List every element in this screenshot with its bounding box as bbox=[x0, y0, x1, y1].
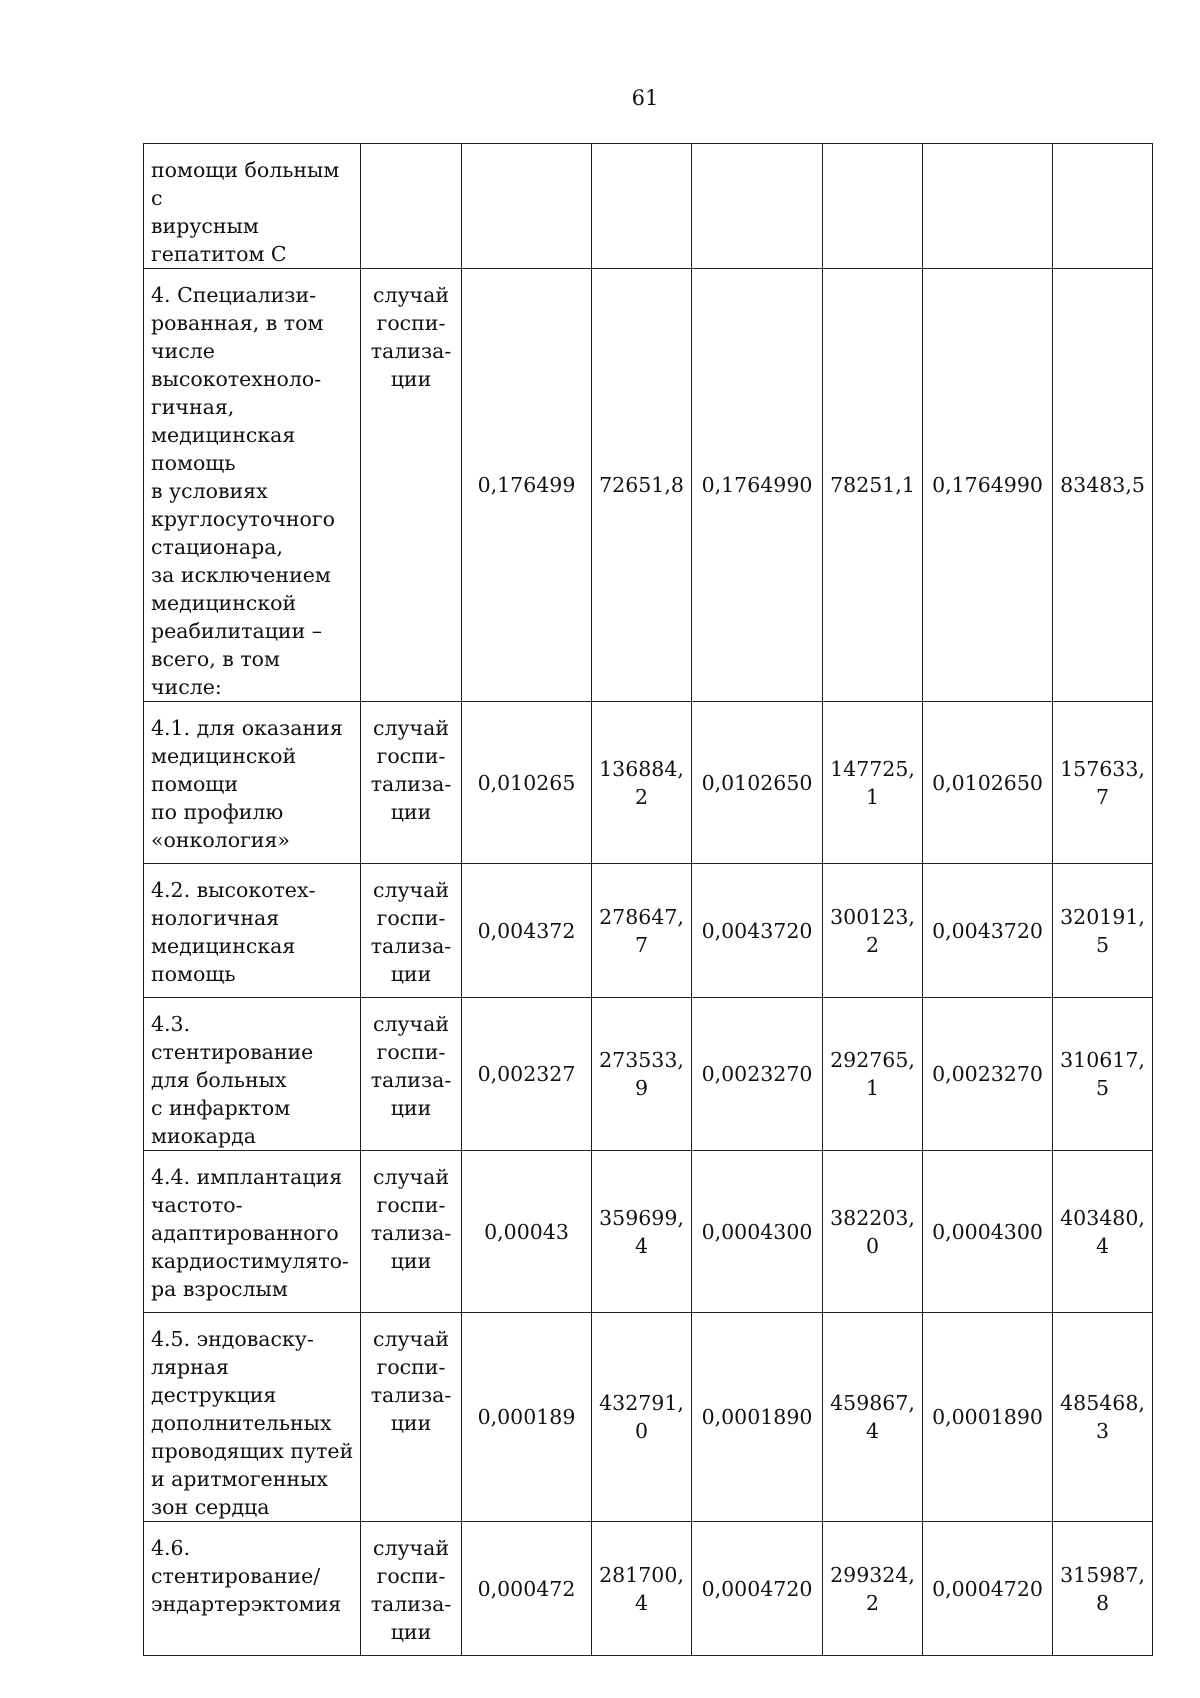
value-cell: 359699, 4 bbox=[592, 1151, 692, 1313]
value-cell: 0,1764990 bbox=[923, 269, 1053, 702]
value-cell: 459867, 4 bbox=[823, 1313, 923, 1522]
unit-cell: случай госпи- тализа- ции bbox=[361, 1313, 462, 1522]
value-cell: 0,0102650 bbox=[692, 702, 823, 864]
value-cell: 0,0102650 bbox=[923, 702, 1053, 864]
value-cell: 310617, 5 bbox=[1053, 998, 1153, 1151]
value-cell: 0,00043 bbox=[462, 1151, 592, 1313]
data-table bbox=[143, 143, 1153, 1656]
value-cell: 0,010265 bbox=[462, 702, 592, 864]
value-cell: 157633, 7 bbox=[1053, 702, 1153, 864]
unit-cell bbox=[361, 144, 462, 269]
value-cell: 0,0023270 bbox=[692, 998, 823, 1151]
value-cell: 432791, 0 bbox=[592, 1313, 692, 1522]
unit-cell: случай госпи- тализа- ции bbox=[361, 1151, 462, 1313]
row-name-cell: 4.3. стентирование для больных с инфарктом миокарда bbox=[144, 998, 361, 1151]
value-cell: 382203, 0 bbox=[823, 1151, 923, 1313]
table-row bbox=[144, 144, 1153, 269]
page-number: 61 bbox=[631, 86, 659, 110]
value-cell: 273533, 9 bbox=[592, 998, 692, 1151]
value-cell bbox=[592, 144, 692, 269]
unit-cell: случай госпи- тализа- ции bbox=[361, 269, 462, 702]
value-cell bbox=[823, 144, 923, 269]
value-cell: 83483,5 bbox=[1053, 269, 1153, 702]
table-row bbox=[144, 864, 1153, 998]
value-cell bbox=[692, 144, 823, 269]
value-cell: 0,0043720 bbox=[692, 864, 823, 998]
value-cell: 78251,1 bbox=[823, 269, 923, 702]
row-name-cell: 4. Специализи- рованная, в том числе высокотехноло- гичная, медицинская помощь в условиях круглосуточного стационара, за исключением медицинской реабилитации – всего, в том числе: bbox=[144, 269, 361, 702]
value-cell: 315987, 8 bbox=[1053, 1522, 1153, 1656]
row-name-cell: 4.6. стентирование/ эндартерэктомия bbox=[144, 1522, 361, 1656]
value-cell: 0,0004300 bbox=[923, 1151, 1053, 1313]
value-cell: 72651,8 bbox=[592, 269, 692, 702]
row-name-cell: 4.5. эндоваску- лярная деструкция дополнительных проводящих путей и аритмогенных зон сердца bbox=[144, 1313, 361, 1522]
value-cell: 0,0001890 bbox=[923, 1313, 1053, 1522]
value-cell: 0,002327 bbox=[462, 998, 592, 1151]
value-cell: 0,000472 bbox=[462, 1522, 592, 1656]
row-name-cell: 4.2. высокотех- нологичная медицинская помощь bbox=[144, 864, 361, 998]
unit-cell: случай госпи- тализа- ции bbox=[361, 1522, 462, 1656]
value-cell: 300123, 2 bbox=[823, 864, 923, 998]
value-cell: 0,176499 bbox=[462, 269, 592, 702]
value-cell: 0,1764990 bbox=[692, 269, 823, 702]
value-cell: 0,0023270 bbox=[923, 998, 1053, 1151]
value-cell: 320191, 5 bbox=[1053, 864, 1153, 998]
value-cell: 0,0004300 bbox=[692, 1151, 823, 1313]
table-row bbox=[144, 1313, 1153, 1522]
table-row bbox=[144, 702, 1153, 864]
value-cell bbox=[462, 144, 592, 269]
value-cell: 292765, 1 bbox=[823, 998, 923, 1151]
value-cell: 0,0043720 bbox=[923, 864, 1053, 998]
value-cell bbox=[923, 144, 1053, 269]
value-cell: 299324, 2 bbox=[823, 1522, 923, 1656]
unit-cell: случай госпи- тализа- ции bbox=[361, 702, 462, 864]
value-cell: 0,000189 bbox=[462, 1313, 592, 1522]
unit-cell: случай госпи- тализа- ции bbox=[361, 864, 462, 998]
table-row bbox=[144, 269, 1153, 702]
value-cell bbox=[1053, 144, 1153, 269]
value-cell: 0,0004720 bbox=[692, 1522, 823, 1656]
table-row bbox=[144, 1151, 1153, 1313]
row-name-cell: 4.4. имплантация частото- адаптированного кардиостимулято- ра взрослым bbox=[144, 1151, 361, 1313]
table-row bbox=[144, 1522, 1153, 1656]
value-cell: 278647, 7 bbox=[592, 864, 692, 998]
value-cell: 0,004372 bbox=[462, 864, 592, 998]
value-cell: 485468, 3 bbox=[1053, 1313, 1153, 1522]
table-body bbox=[144, 144, 1153, 1656]
value-cell: 403480, 4 bbox=[1053, 1151, 1153, 1313]
unit-cell: случай госпи- тализа- ции bbox=[361, 998, 462, 1151]
value-cell: 147725, 1 bbox=[823, 702, 923, 864]
value-cell: 0,0001890 bbox=[692, 1313, 823, 1522]
row-name-cell: 4.1. для оказания медицинской помощи по профилю «онкология» bbox=[144, 702, 361, 864]
value-cell: 136884, 2 bbox=[592, 702, 692, 864]
value-cell: 0,0004720 bbox=[923, 1522, 1053, 1656]
row-name-cell: помощи больным с вирусным гепатитом С bbox=[144, 144, 361, 269]
value-cell: 281700, 4 bbox=[592, 1522, 692, 1656]
table-row bbox=[144, 998, 1153, 1151]
